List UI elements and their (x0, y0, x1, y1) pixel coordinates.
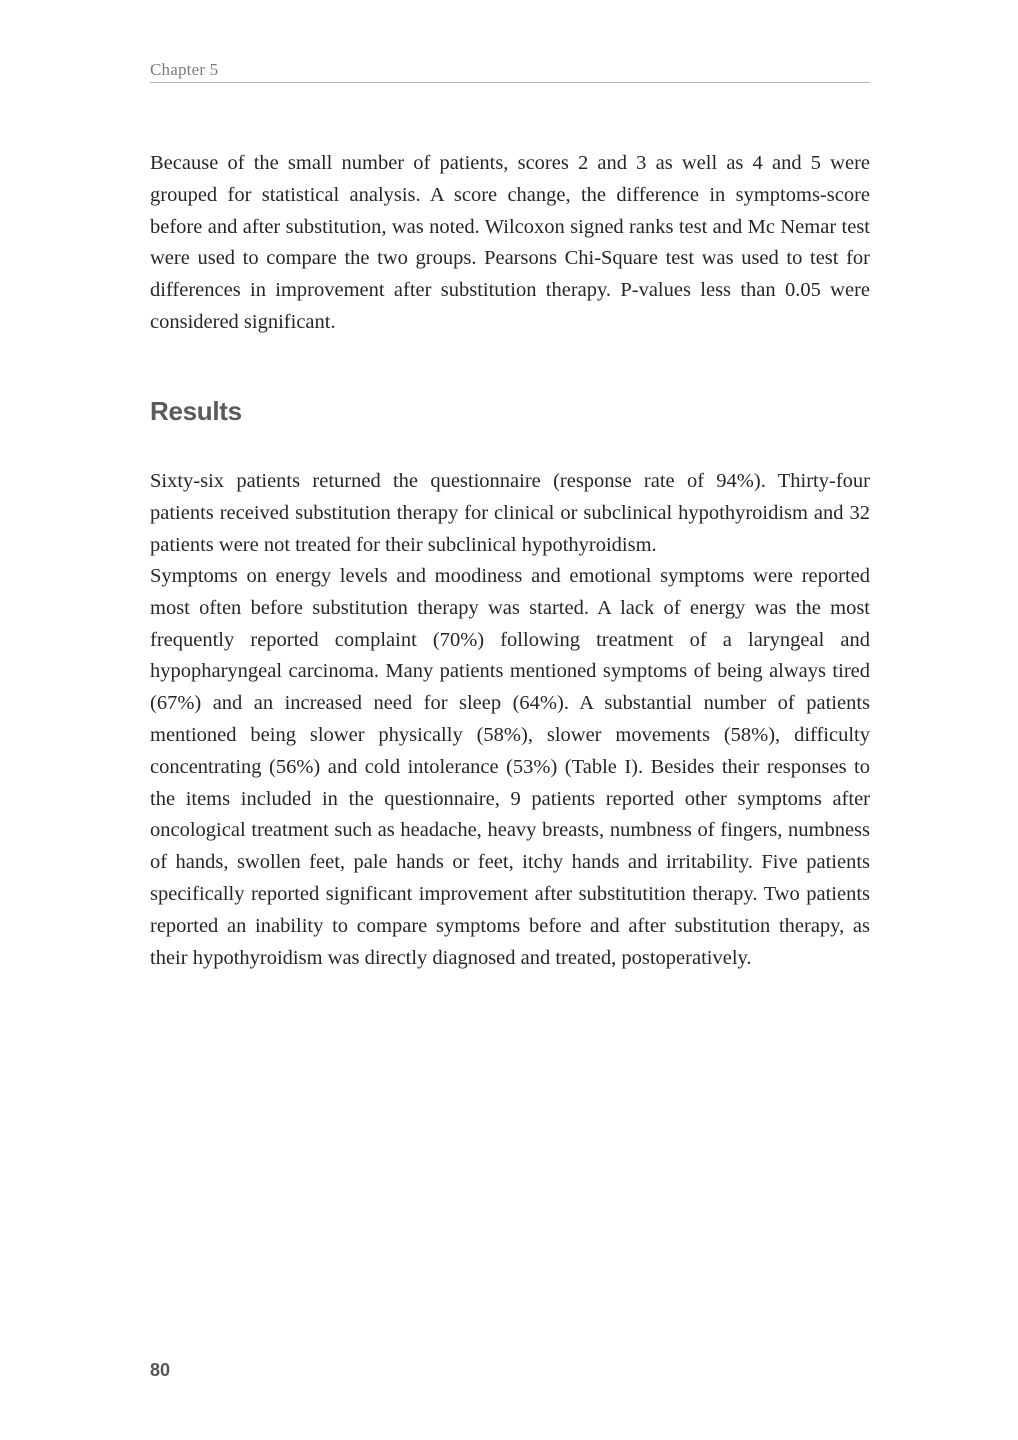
page-number: 80 (150, 1360, 171, 1380)
chapter-title: Chapter 5 (150, 60, 219, 79)
results-paragraph-2: Symptoms on energy levels and moodiness and emotional symptoms were reported most often before substitution therapy was started. A lack of energy was the most frequently reported complaint (70%) following treatment of a laryngeal and hypopharyngeal carcinoma. Many patients mentioned symptoms of being always tired (67%) and an increased need for sleep (64%). A substantial number of patients mentioned being slower physically (58%), slower movements (58%), difficulty concentrating (56%) and cold intolerance (53%) (Table I). Besides their responses to the items included in the questionnaire, 9 patients reported other symptoms after oncological treatment such as headache, heavy breasts, numbness of fingers, numbness of hands, swollen feet, pale hands or feet, itchy hands and irritability. Five patients specifically reported significant improvement after substitutition therapy. Two patients reported an inability to compare symptoms before and after substitution therapy, as their hypothyroidism was directly diagnosed and treated, postoperatively. (150, 565, 870, 969)
results-heading: Results (150, 396, 242, 426)
running-header (150, 58, 870, 83)
methods-paragraph: Because of the small number of patients, scores 2 and 3 as well as 4 and 5 were grouped for statistical analysis. A score change, the difference in symptoms-score before and after substitution, was noted. Wilcoxon signed ranks test and Mc Nemar test were used to compare the two groups. Pearsons Chi-Square test was used to test for differences in improvement after substitution therapy. P-values less than 0.05 were considered significant. (150, 152, 870, 333)
results-paragraph-1: Sixty-six patients returned the questionnaire (response rate of 94%). Thirty-four patients received substitution therapy for clinical or subclinical hypothyroidism and 32 patients were not treated for their subclinical hypothyroidism. (150, 470, 870, 556)
